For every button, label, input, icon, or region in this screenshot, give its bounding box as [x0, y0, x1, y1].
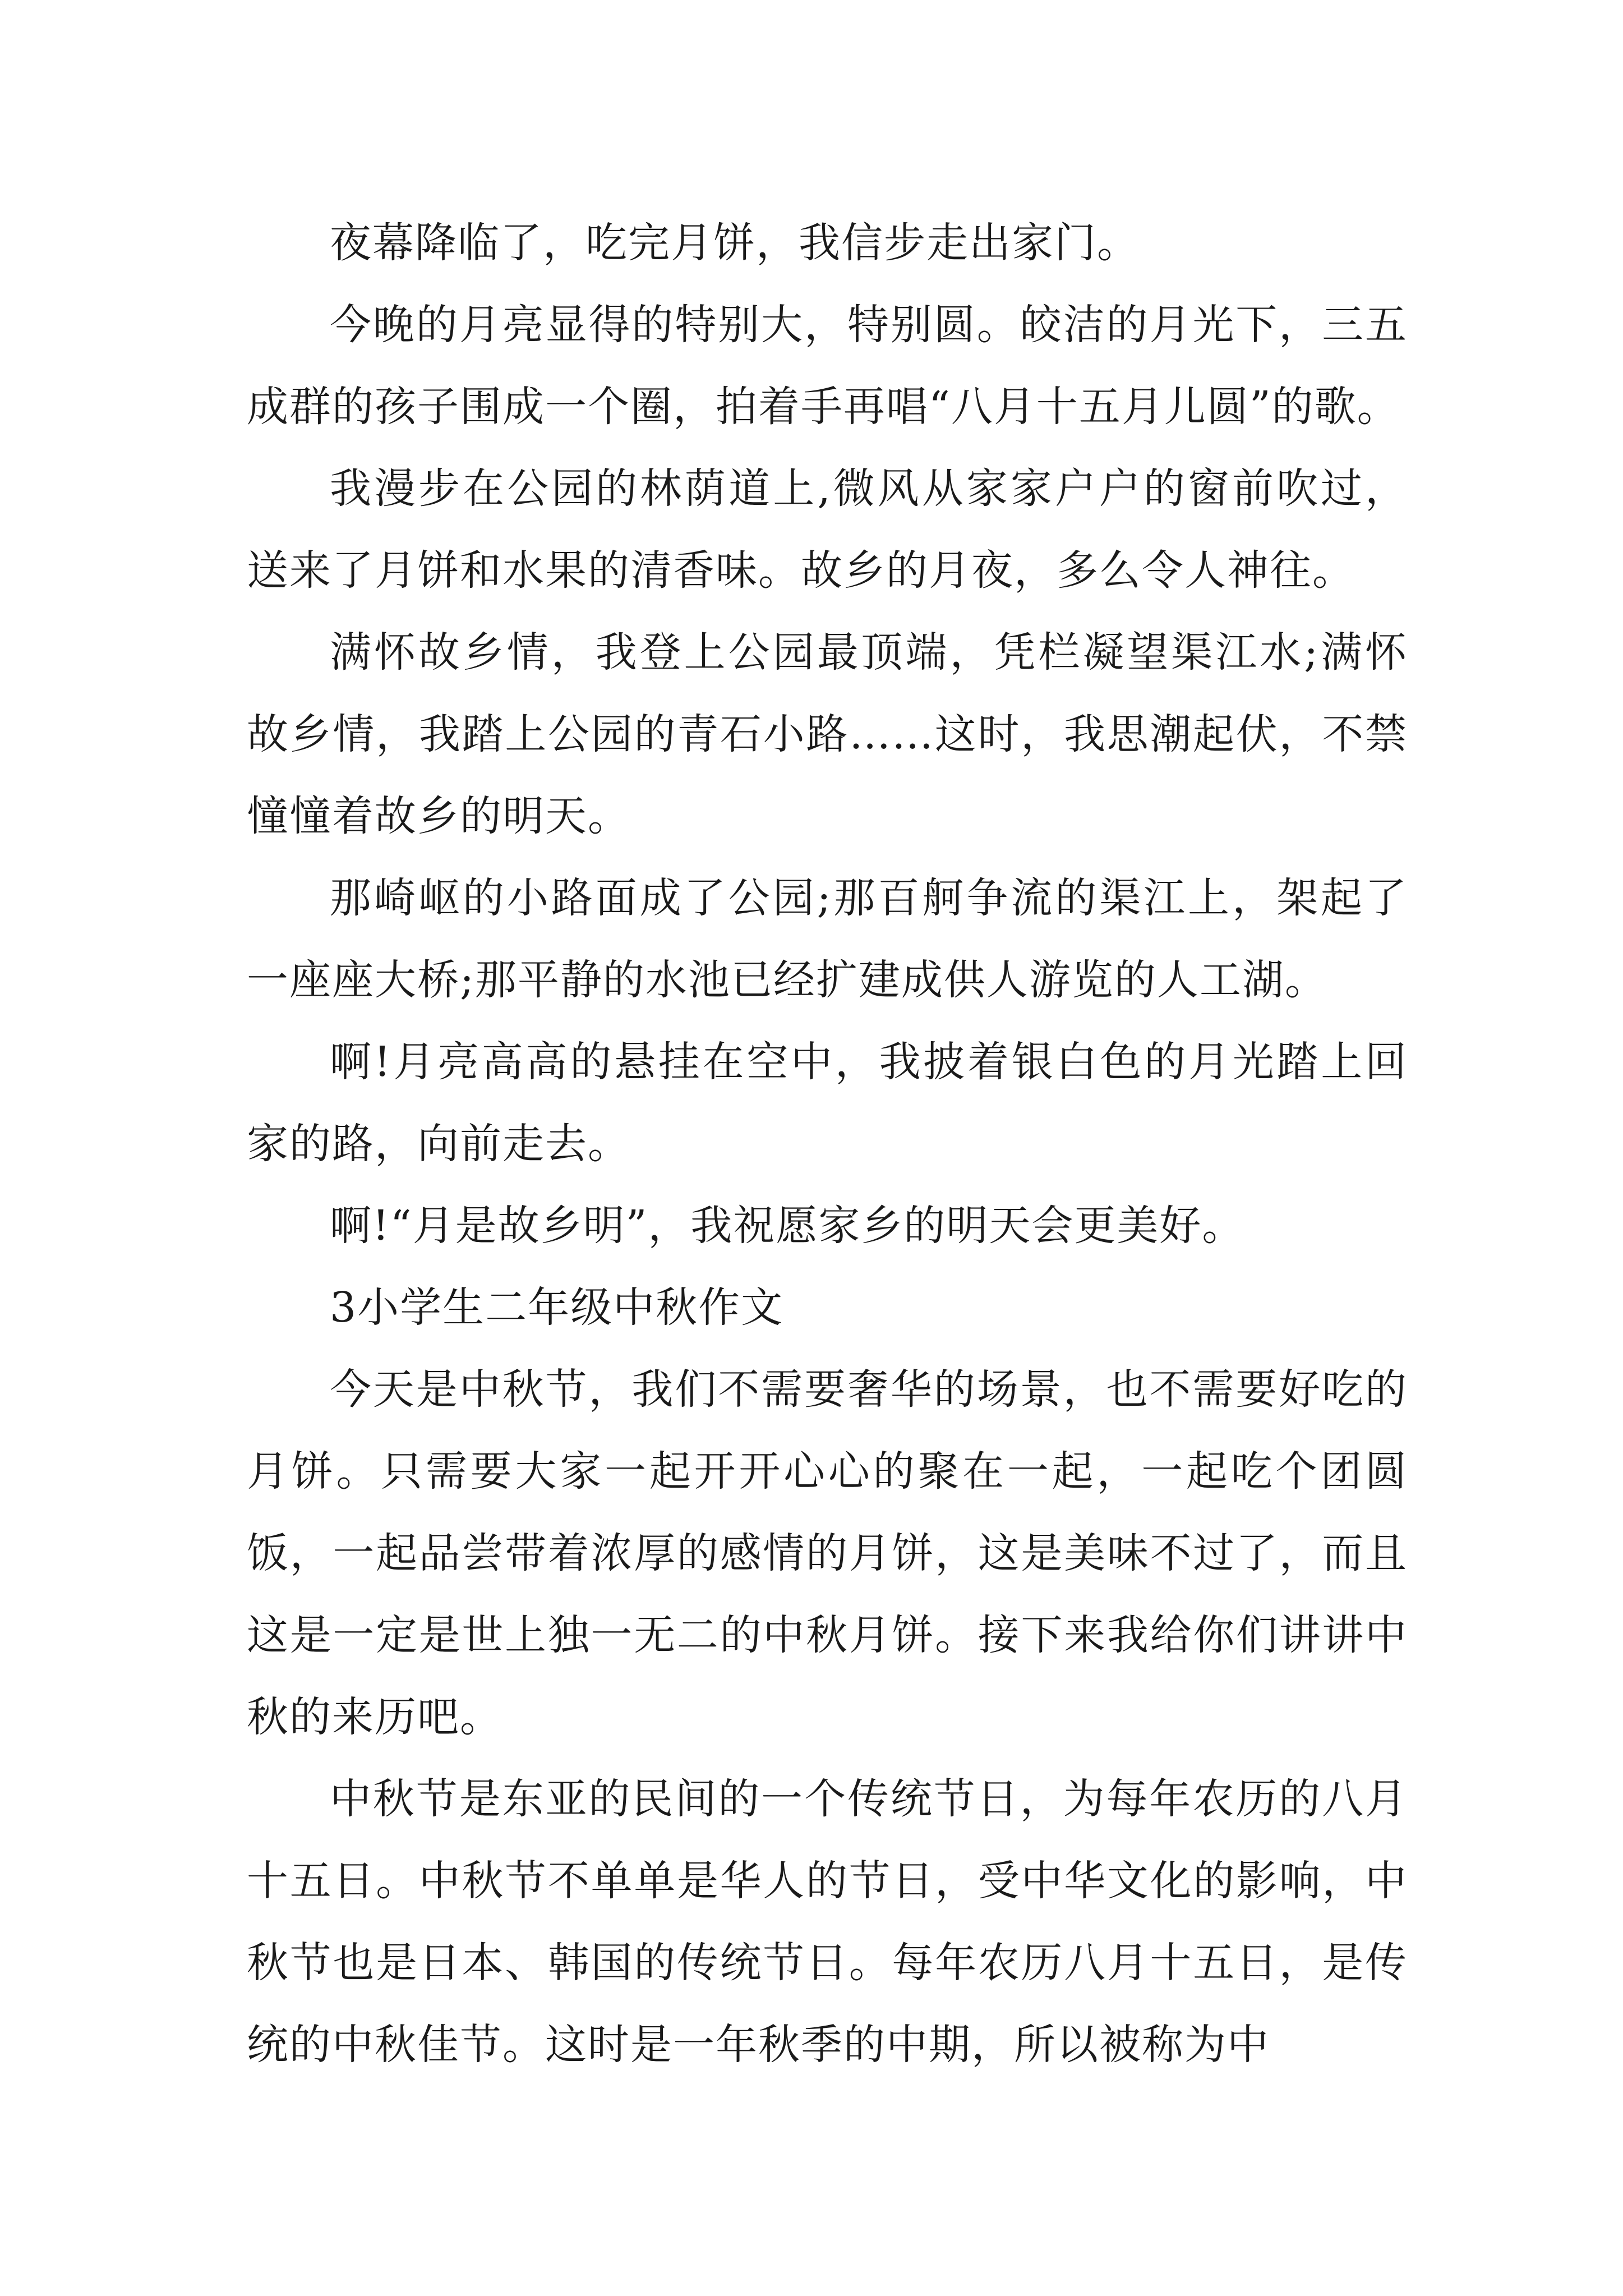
paragraph-7: 啊!“月是故乡明”，我祝愿家乡的明天会更美好。 [330, 1202, 1245, 1250]
section-heading: 3小学生二年级中秋作文 [330, 1283, 784, 1332]
paragraph-6: 啊!月亮高高的悬挂在空中，我披着银白色的月光踏上回家的路，向前走去。 [247, 1038, 1408, 1168]
section-paragraph-1: 今天是中秋节，我们不需要奢华的场景，也不需要好吃的月饼。只需要大家一起开开心心的聚在一起，一起吃个团圆饭，一起品尝带着浓厚的感情的月饼，这是美味不过了，而且这是一定是世上独一无二的中秋月饼。接下来我给你们讲讲中秋的来历吧。 [247, 1365, 1408, 1741]
paragraph-2: 今晚的月亮显得的特别大，特别圆。皎洁的月光下，三五成群的孩子围成一个圈，拍着手再唱“八月十五月儿圆”的歌。 [247, 301, 1408, 431]
paragraph-5: 那崎岖的小路面成了公园;那百舸争流的渠江上，架起了一座座大桥;那平静的水池已经扩建成供人游览的人工湖。 [247, 874, 1408, 1004]
paragraph-4: 满怀故乡情，我登上公园最顶端，凭栏凝望渠江水;满怀故乡情，我踏上公园的青石小路……这时，我思潮起伏，不禁憧憧着故乡的明天。 [247, 628, 1408, 840]
paragraph-3: 我漫步在公园的林荫道上,微风从家家户户的窗前吹过，送来了月饼和水果的清香味。故乡的月夜，多么令人神往。 [247, 464, 1408, 595]
document-body [247, 202, 1408, 2086]
paragraph-1: 夜幕降临了，吃完月饼，我信步走出家门。 [330, 219, 1140, 267]
section-paragraph-2: 中秋节是东亚的民间的一个传统节日，为每年农历的八月十五日。中秋节不单单是华人的节日，受中华文化的影响，中秋节也是日本、韩国的传统节日。每年农历八月十五日，是传统的中秋佳节。这时是一年秋季的中期，所以被称为中 [247, 1775, 1408, 2069]
